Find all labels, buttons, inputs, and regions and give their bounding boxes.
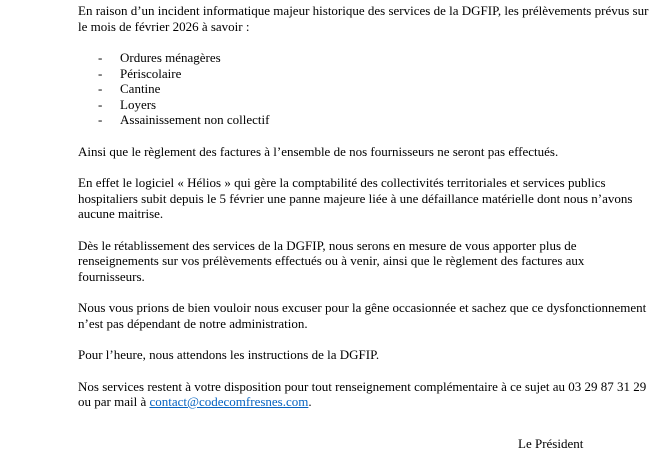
email-link[interactable]: contact@codecomfresnes.com [149, 394, 309, 409]
list-item-label: Assainissement non collectif [120, 112, 270, 127]
list-dash: - [98, 81, 103, 96]
list-item-label: Périscolaire [120, 65, 182, 81]
list-item [78, 112, 653, 128]
list-dash: - [98, 96, 103, 112]
list-item [78, 97, 653, 113]
list-item [78, 66, 653, 82]
list-item-label: Cantine [120, 81, 161, 96]
list-dash: - [98, 65, 103, 81]
contact-paragraph [78, 379, 653, 410]
service-list [78, 50, 653, 128]
contact-end: . [308, 394, 312, 409]
restoration-paragraph: Dès le rétablissement des services de la DGFIP, nous serons en mesure de vous apporter plus de renseignements sur vos prélèvements effectués ou à venir, ainsi que le règlement des factures aux fournisseurs. [78, 237, 585, 284]
contact-text: Nos services restent à votre disposition pour tout renseignement complémentaire à ce sujet au 03 29 87 31 29 ou par mail à [78, 378, 647, 409]
instructions-paragraph: Pour l’heure, nous attendons les instructions de la DGFIP. [78, 347, 380, 362]
list-item [78, 81, 653, 97]
list-item-label: Loyers [120, 96, 157, 112]
helios-paragraph: En effet le logiciel « Hélios » qui gère la comptabilité des collectivités territoriales et services publics hospitaliers subit depuis le 5 février une panne majeure liée à une défaillance matérielle dont nous n’avons aucune maitrise. [78, 175, 633, 221]
list-item-label: Ordures ménagères [120, 50, 221, 65]
letter-body [78, 3, 653, 410]
apology-paragraph: Nous vous prions de bien vouloir nous excuser pour la gêne occasionnée et sachez que ce dysfonctionnement n’est pas dépendant de notre administration. [78, 300, 647, 331]
intro-paragraph: En raison d’un incident informatique majeur historique des services de la DGFIP, les prélèvements prévus sur le mois de février 2026 à savoir : [78, 3, 649, 34]
list-dash: - [98, 50, 103, 65]
list-item [78, 50, 653, 66]
list-dash: - [98, 112, 103, 127]
invoices-paragraph: Ainsi que le règlement des factures à l’ensemble de nos fournisseurs ne seront pas effectués. [78, 143, 559, 159]
signature: Le Président [518, 436, 584, 451]
